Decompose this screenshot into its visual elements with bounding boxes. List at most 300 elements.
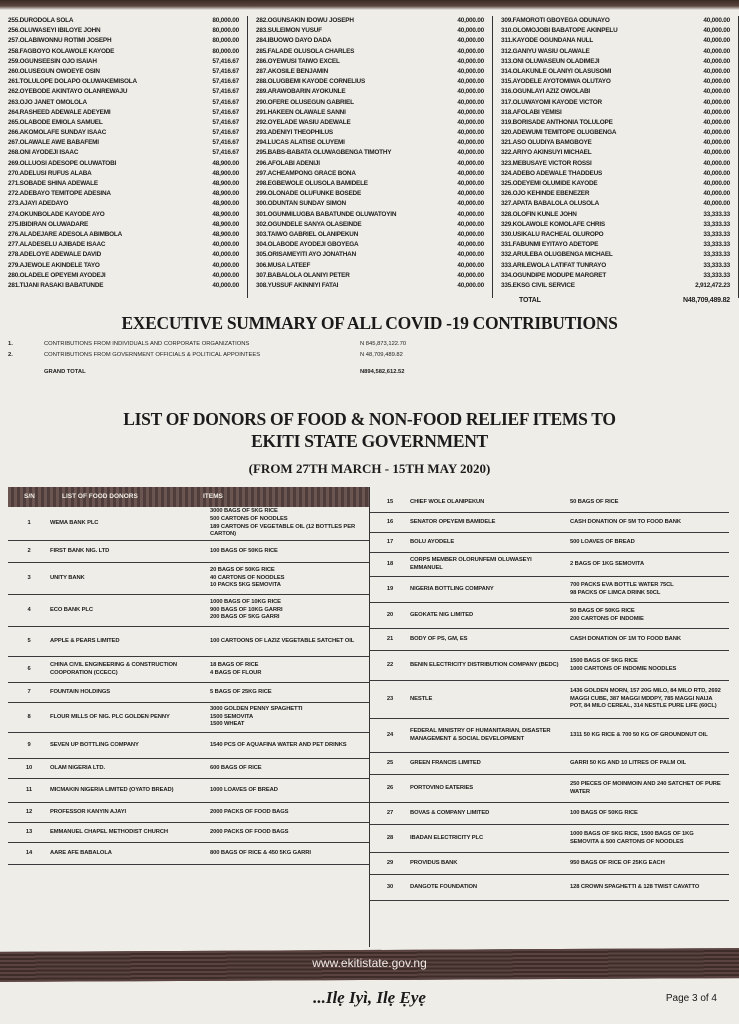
contribution-amount: 40,000.00 (703, 169, 730, 177)
contribution-amount: 33,333.33 (703, 230, 730, 238)
contribution-row (256, 189, 492, 199)
donor-sn: 21 (386, 635, 394, 642)
contributor-name: 263.OJO JANET OMOLOLA (8, 98, 87, 106)
contributor-name: 281.TIJANI RASAKI BABATUNDE (8, 281, 104, 289)
contribution-row (256, 261, 492, 271)
contribution-amount: 40,000.00 (703, 67, 730, 75)
contribution-row (8, 118, 247, 128)
contribution-amount: 80,000.00 (212, 27, 239, 35)
donor-name: BOVAS & COMPANY LIMITED (410, 809, 490, 816)
donor-sn: 23 (386, 695, 394, 702)
donors-title-line2: EKITI STATE GOVERNMENT (251, 431, 488, 451)
contributor-name: 304.OLABODE AYODEJI GBOYEGA (256, 241, 359, 249)
contribution-row (8, 281, 247, 291)
contributor-name: 306.MUSA LATEEF (256, 261, 311, 269)
donor-row (8, 779, 369, 803)
contribution-row (8, 36, 247, 46)
donor-items: 1436 GOLDEN MORN, 157 20G MILO, 84 MILO RTD, 2692 MAGGI CUBE, 387 MAGGI MDDPY, 785 MAGGI NAIJA POT, 84 MILO CEREAL, 314 NESTLE PURE LIFE (60CL) (570, 688, 721, 710)
contribution-row (8, 47, 247, 57)
donor-items: 500 LOAVES OF BREAD (570, 538, 635, 545)
contributor-name: 327.APATA BABALOLA OLUSOLA (501, 200, 599, 208)
contribution-row (8, 128, 247, 138)
donor-row (8, 627, 369, 657)
donor-name: PROVIDUS BANK (410, 859, 458, 866)
contribution-amount: 40,000.00 (457, 220, 484, 228)
contribution-row (256, 98, 492, 108)
donor-sn: 13 (25, 828, 33, 835)
contribution-row (256, 250, 492, 260)
contributor-name: 285.FALADE OLUSOLA CHARLES (256, 47, 355, 55)
contribution-amount: 40,000.00 (703, 159, 730, 167)
contribution-amount: 40,000.00 (457, 37, 484, 45)
contribution-amount: 40,000.00 (457, 159, 484, 167)
contribution-amount: 40,000.00 (212, 251, 239, 259)
contributor-name: 307.BABALOLA OLANIYI PETER (256, 271, 350, 279)
contribution-row (501, 271, 738, 281)
contributor-name: 288.OLUGBEMI KAYODE CORNELIUS (256, 78, 366, 86)
contributor-name: 329.KOLAWOLE KOMOLAFE CHRIS (501, 220, 605, 228)
contribution-row (8, 57, 247, 67)
contributor-name: 297.ACHEAMPONG GRACE BONA (256, 169, 356, 177)
summary-row-value: N 845,873,122.70 (360, 341, 407, 347)
contributor-name: 260.OLUSEGUN OWOEYE OSIN (8, 67, 100, 75)
donor-sn: 17 (386, 538, 394, 545)
contributor-name: 332.ARULEBA OLUGBENGA MICHAEL (501, 251, 613, 259)
contribution-amount: 40,000.00 (703, 27, 730, 35)
summary-row-description: CONTRIBUTIONS FROM INDIVIDUALS AND CORPORATE ORGANIZATIONS (44, 341, 250, 347)
donor-sn: 10 (25, 764, 33, 771)
contributor-name: 277.ALADESELU AJIBADE ISAAC (8, 241, 106, 249)
contribution-amount: 40,000.00 (703, 149, 730, 157)
donor-sn: 24 (386, 731, 394, 738)
donor-items: 50 BAGS OF RICE (570, 498, 619, 505)
donor-name: WEMA BANK PLC (50, 519, 99, 526)
executive-summary-title: EXECUTIVE SUMMARY OF ALL COVID -19 CONTRIBUTIONS (121, 313, 618, 333)
contributor-name: 272.ADEBAYO TEMITOPE ADESINA (8, 190, 111, 198)
contributor-name: 296.AFOLABI ADENIJI (256, 159, 320, 167)
donor-items: 50 BAGS OF 50KG RICE 200 CARTONS OF INDOMIE (570, 607, 644, 622)
contributor-name: 264.RASHEED ADEWALE ADEYEMI (8, 108, 111, 116)
donor-name: CHIEF WOLE OLANIPEKUN (410, 498, 485, 505)
donor-items: 3000 BAGS OF 5KG RICE 500 CARTONS OF NOODLES 189 CARTONS OF VEGETABLE OIL (12 BOTTLES PER CARTON) (210, 508, 356, 538)
contribution-amount: 40,000.00 (703, 78, 730, 86)
header-donor: LIST OF FOOD DONORS (62, 493, 138, 500)
donor-name: NIGERIA BOTTLING COMPANY (410, 585, 494, 592)
contribution-row (8, 138, 247, 148)
donor-row (370, 853, 729, 875)
donor-sn: 9 (27, 741, 31, 748)
contributor-name: 318.AFOLABI YEMISI (501, 108, 562, 116)
contributor-name: 294.LUCAS ALATISE OLUYEMI (256, 139, 345, 147)
donor-row (370, 577, 729, 603)
contribution-amount: 57,416.67 (212, 78, 239, 86)
contribution-amount: 40,000.00 (703, 180, 730, 187)
donor-sn: 1 (27, 519, 31, 526)
contribution-amount: 40,000.00 (457, 230, 484, 238)
contribution-amount: 40,000.00 (457, 281, 484, 289)
contributor-name: 261.TOLULOPE DOLAPO OLUWAKEMISOLA (8, 78, 137, 86)
contribution-amount: 33,333.33 (703, 261, 730, 269)
donor-items: 2000 PACKS OF FOOD BAGS (210, 828, 289, 835)
contribution-row (501, 230, 738, 240)
contribution-amount: 2,912,472.23 (695, 281, 730, 289)
donor-row (370, 875, 729, 901)
state-motto: ...Ilẹ Iyì, Ilẹ Ẹyẹ (313, 988, 426, 1007)
contributions-column-2 (247, 16, 492, 298)
donor-row (8, 843, 369, 865)
contributor-name: 315.AYODELE AYOTOMIWA OLUTAYO (501, 78, 611, 86)
contributor-name: 255.DURODOLA SOLA (8, 17, 74, 24)
donor-name: PROFESSOR KANYIN AJAYI (50, 808, 126, 815)
grand-total-value: N894,582,612.52 (360, 369, 405, 375)
donors-table-right (370, 487, 729, 947)
donor-row (370, 753, 729, 775)
contributor-name: 292.OYELADE WASIU ADEWALE (256, 118, 351, 126)
contribution-row (256, 108, 492, 118)
donor-name: BOLU AYODELE (410, 538, 455, 545)
contribution-row (8, 210, 247, 220)
contributor-name: 291.HAKEEN OLAWALE SANNI (256, 108, 346, 116)
donors-title-line1: LIST OF DONORS OF FOOD & NON-FOOD RELIEF ITEMS TO (123, 409, 616, 429)
contribution-row (8, 250, 247, 260)
contributor-name: 322.ARIYO AKINSUYI MICHAEL (501, 149, 592, 157)
contributor-name: 267.OLAWALE AWE BABAFEMI (8, 139, 99, 147)
summary-row-number: 1. (8, 341, 13, 347)
donor-name: IBADAN ELECTRICITY PLC (410, 834, 484, 841)
donor-sn: 4 (27, 606, 31, 613)
contributor-name: 282.OGUNSAKIN IDOWU JOSEPH (256, 17, 354, 24)
donor-items: 1540 PCS OF AQUAFINA WATER AND PET DRINKS (210, 741, 347, 748)
contributor-name: 330.USIKALU RACHEAL OLUROPO (501, 230, 604, 238)
contributor-name: 311.KAYODE OGUNDANA NULL (501, 37, 594, 45)
donor-row (8, 657, 369, 683)
contribution-row (256, 179, 492, 189)
contribution-amount: 57,416.67 (212, 67, 239, 75)
donor-items: 100 BAGS OF 50KG RICE (210, 547, 278, 554)
donor-name: PORTOVINO EATERIES (410, 784, 474, 791)
contribution-amount: 48,900.00 (212, 180, 239, 187)
donor-sn: 5 (27, 637, 31, 644)
contribution-amount: 40,000.00 (457, 67, 484, 75)
contribution-row (256, 271, 492, 281)
contribution-amount: 40,000.00 (703, 47, 730, 55)
contribution-row (256, 16, 492, 26)
contributor-name: 320.ADEWUMI TEMITOPE OLUGBENGA (501, 129, 617, 137)
donor-row (8, 823, 369, 843)
contribution-row (256, 128, 492, 138)
contribution-row (8, 16, 247, 26)
contributor-name: 275.IBIDIRAN OLUWADARE (8, 220, 89, 228)
donors-table-left (8, 487, 370, 947)
contribution-row (501, 250, 738, 260)
donor-items: 3000 GOLDEN PENNY SPAGHETTI 1500 SEMOVITA 1500 WHEAT (210, 706, 303, 728)
donor-row (370, 629, 729, 651)
contribution-row (8, 261, 247, 271)
contributor-name: 300.ODUNTAN SUNDAY SIMON (256, 200, 346, 208)
donor-row (370, 513, 729, 533)
contribution-row (501, 98, 738, 108)
donor-row (370, 681, 729, 719)
donor-row (370, 651, 729, 681)
contributor-name: 331.FABUNMI EYITAYO ADETOPE (501, 241, 599, 249)
donor-row (370, 825, 729, 853)
contribution-row (256, 159, 492, 169)
contribution-row (8, 179, 247, 189)
donor-items: 1500 BAGS OF 5KG RICE 1000 CARTONS OF INDOMIE NOODLES (570, 657, 677, 672)
contributor-name: 308.YUSSUF AKINNIYI FATAI (256, 281, 339, 289)
summary-row-number: 2. (8, 352, 13, 358)
contribution-row (256, 118, 492, 128)
contributor-name: 303.TAIWO GABRIEL OLANIPEKUN (256, 230, 359, 238)
contribution-amount: 40,000.00 (703, 190, 730, 198)
contribution-row (501, 281, 738, 291)
grand-total-row (8, 367, 728, 378)
contribution-amount: 40,000.00 (703, 118, 730, 126)
donor-sn: 22 (386, 661, 394, 668)
contribution-amount: 40,000.00 (457, 129, 484, 137)
donor-row (370, 775, 729, 803)
contribution-row (501, 261, 738, 271)
header-sn: S/N (24, 493, 35, 500)
donor-items: 128 CROWN SPAGHETTI & 128 TWIST CAVATTO (570, 883, 700, 890)
donor-row (8, 759, 369, 779)
contribution-row (256, 169, 492, 179)
contributor-name: 280.OLADELE OPEYEMI AYODEJI (8, 271, 106, 279)
contribution-amount: 57,416.67 (212, 129, 239, 137)
contribution-amount: 40,000.00 (457, 17, 484, 24)
donor-name: CORPS MEMBER OLORUNFEMI OLUWASEYI EMMANUEL (410, 556, 532, 571)
contributor-name: 268.ONI AYODEJI ISAAC (8, 149, 79, 157)
contribution-amount: 48,900.00 (212, 200, 239, 208)
contributor-name: 259.OGUNSEESIN OJO ISAIAH (8, 57, 97, 65)
donors-table-header (8, 487, 369, 507)
contribution-row (8, 271, 247, 281)
donor-items: 800 BAGS OF RICE & 450 5KG GARRI (210, 849, 311, 856)
contributor-name: 323.MEBUSAYE VICTOR ROSSI (501, 159, 592, 167)
donor-row (8, 683, 369, 703)
contribution-amount: 40,000.00 (457, 27, 484, 35)
contribution-amount: 40,000.00 (703, 129, 730, 137)
donor-sn: 25 (386, 759, 394, 766)
contributor-name: 309.FAMOROTI GBOYEGA ODUNAYO (501, 17, 610, 24)
contributor-name: 276.ALADEJARE ADESOLA ABIMBOLA (8, 230, 123, 238)
contribution-row (256, 199, 492, 209)
contribution-row (8, 199, 247, 209)
donor-row (370, 553, 729, 577)
donor-name: AARE AFE BABALOLA (50, 849, 112, 856)
contribution-amount: 33,333.33 (703, 210, 730, 218)
donor-items: GARRI 50 KG AND 10 LITRES OF PALM OIL (570, 759, 687, 766)
donor-sn: 6 (27, 665, 31, 672)
contribution-row (8, 240, 247, 250)
donors-list-title (0, 408, 739, 452)
donor-sn: 27 (386, 809, 394, 816)
contributor-name: 312.GANIYU WASIU OLAWALE (501, 47, 590, 55)
website-link[interactable]: www.ekitistate.gov.ng (312, 956, 427, 970)
contribution-amount: 40,000.00 (457, 271, 484, 279)
donor-items: 18 BAGS OF RICE 4 BAGS OF FLOUR (210, 661, 262, 676)
contribution-amount: 48,900.00 (212, 190, 239, 198)
contribution-amount: 40,000.00 (212, 271, 239, 279)
contribution-amount: 57,416.67 (212, 88, 239, 96)
executive-summary (8, 339, 728, 378)
contributor-name: 274.OKUNBOLADE KAYODE AYO (8, 210, 105, 218)
contributor-name: 266.AKOMOLAFE SUNDAY ISAAC (8, 129, 107, 137)
contribution-amount: 40,000.00 (212, 281, 239, 289)
summary-row (8, 339, 728, 350)
contribution-row (256, 26, 492, 36)
donor-name: FLOUR MILLS OF NIG. PLC GOLDEN PENNY (50, 713, 170, 720)
donor-sn: 18 (386, 560, 394, 567)
contributor-name: 284.IBUOWO DAYO DADA (256, 37, 332, 45)
contribution-amount: 57,416.67 (212, 57, 239, 65)
donor-name: ECO BANK PLC (50, 606, 93, 613)
contributor-name: 328.OLOFIN KUNLE JOHN (501, 210, 577, 218)
top-decorative-band (0, 0, 739, 10)
contribution-amount: 40,000.00 (457, 261, 484, 269)
contribution-row (8, 26, 247, 36)
page-number: Page 3 of 4 (665, 993, 717, 1004)
contributor-name: 299.OLONADE OLUFUNKE BOSEDE (256, 190, 362, 198)
contribution-amount: 57,416.67 (212, 98, 239, 106)
contribution-row (8, 148, 247, 158)
contribution-amount: 40,000.00 (457, 98, 484, 106)
contribution-row (256, 36, 492, 46)
contribution-amount: 57,416.67 (212, 108, 239, 116)
contributor-name: 262.OYEBODE AKINTAYO OLANREWAJU (8, 88, 128, 96)
contributor-name: 313.ONI OLUWASEUN OLADIMEJI (501, 57, 600, 65)
donor-sn: 29 (386, 859, 394, 866)
contributor-name: 302.OGUNDELE SANYA OLASEINDE (256, 220, 362, 228)
contribution-row (501, 47, 738, 57)
contributor-name: 326.OJO KEHINDE EBENEZER (501, 190, 590, 198)
contribution-row (501, 108, 738, 118)
donor-items: 100 CARTOONS OF LAZIZ VEGETABLE SATCHET OIL (210, 637, 355, 644)
donor-name: FEDERAL MINISTRY OF HUMANITARIAN, DISASTER MANAGEMENT & SOCIAL DEVELOPMENT (410, 727, 551, 742)
contribution-row (256, 57, 492, 67)
contribution-row (501, 77, 738, 87)
contribution-amount: 40,000.00 (703, 57, 730, 65)
donor-name: FOUNTAIN HOLDINGS (50, 688, 111, 695)
contribution-row (501, 16, 738, 26)
contribution-row (501, 169, 738, 179)
contribution-row (256, 138, 492, 148)
contribution-row (256, 210, 492, 220)
contribution-amount: 40,000.00 (703, 139, 730, 147)
donors-table (8, 487, 729, 947)
contributor-name: 289.ARAWOBARIN AYOKUNLE (256, 88, 346, 96)
contribution-amount: 33,333.33 (703, 220, 730, 228)
contribution-amount: 48,900.00 (212, 159, 239, 167)
donor-sn: 26 (386, 784, 394, 791)
contribution-row (501, 36, 738, 46)
donor-sn: 7 (27, 688, 31, 695)
donor-sn: 30 (386, 883, 394, 890)
donor-name: EMMANUEL CHAPEL METHODIST CHURCH (50, 828, 168, 835)
contribution-row (8, 98, 247, 108)
contribution-row (256, 47, 492, 57)
donor-row (370, 493, 729, 513)
contributor-name: 310.OLOMOJOBI BABATOPE AKINPELU (501, 27, 618, 35)
contribution-row (256, 240, 492, 250)
donor-row (8, 507, 369, 541)
donor-row (8, 803, 369, 823)
contribution-row (8, 87, 247, 97)
contributor-name: 316.OGUNLAYI AZIZ OWOLABI (501, 88, 590, 96)
contributor-name: 319.BORISADE ANTHONIA TOLULOPE (501, 118, 613, 126)
contribution-row (501, 118, 738, 128)
contribution-amount: 48,900.00 (212, 210, 239, 218)
donor-items: 1000 BAGS OF 10KG RICE 900 BAGS OF 10KG GARRI 200 BAGS OF 5KG GARRI (210, 599, 283, 621)
contribution-row (256, 148, 492, 158)
donor-items: 1000 LOAVES OF BREAD (210, 786, 278, 793)
contributor-name: 317.OLUWAYOMI KAYODE VICTOR (501, 98, 602, 106)
summary-row (8, 350, 728, 361)
contribution-amount: 40,000.00 (703, 88, 730, 96)
donor-items: CASH DONATION OF 5M TO FOOD BANK (570, 518, 681, 525)
contribution-amount: 40,000.00 (457, 47, 484, 55)
summary-row-description: CONTRIBUTIONS FROM GOVERNMENT OFFICIALS & POLITICAL APPOINTEES (44, 352, 261, 358)
contributor-name: 295.BABS-BABATA OLUWAGBENGA TIMOTHY (256, 149, 392, 157)
contribution-amount: 57,416.67 (212, 149, 239, 157)
total-value: N48,709,489.82 (682, 297, 730, 305)
contributor-name: 325.ODEYEMI OLUMIDE KAYODE (501, 180, 598, 187)
donor-name: SEVEN UP BOTTLING COMPANY (50, 741, 139, 748)
contribution-row (256, 220, 492, 230)
contributor-name: 279.AJEWOLE AKINDELE TAYO (8, 261, 100, 269)
contribution-amount: 40,000.00 (457, 88, 484, 96)
contributor-name: 258.FAGBOYO KOLAWOLE KAYODE (8, 47, 115, 55)
contribution-amount: 40,000.00 (457, 108, 484, 116)
summary-row-value: N 48,709,489.82 (360, 352, 403, 358)
contribution-row (8, 159, 247, 169)
donor-name: CHINA CIVIL ENGINEERING & CONSTRUCTION COOPORATION (CCECC) (50, 661, 177, 676)
donor-row (370, 803, 729, 825)
donor-items: 2 BAGS OF 1KG SEMOVITA (570, 560, 645, 567)
contributor-name: 265.OLABODE EMIOLA SAMUEL (8, 118, 103, 126)
donor-items: 5 BAGS OF 25KG RICE (210, 688, 272, 695)
contributor-name: 270.ADELUSI RUFUS ALABA (8, 169, 92, 177)
contributor-name: 293.ADENIYI THEOPHILUS (256, 129, 333, 137)
contribution-amount: 40,000.00 (457, 190, 484, 198)
contribution-row (501, 179, 738, 189)
contribution-amount: 80,000.00 (212, 37, 239, 45)
donor-sn: 28 (386, 834, 394, 841)
contributor-name: 273.AJAYI ADEDAYO (8, 200, 69, 208)
donor-row (8, 563, 369, 595)
donor-name: UNITY BANK (50, 574, 85, 581)
contribution-amount: 80,000.00 (212, 17, 239, 24)
contribution-amount: 40,000.00 (457, 210, 484, 218)
contribution-amount: 40,000.00 (703, 37, 730, 45)
donor-row (370, 719, 729, 753)
contribution-amount: 40,000.00 (457, 118, 484, 126)
donor-name: BODY OF PS, GM, ES (410, 635, 468, 642)
donor-name: DANGOTE FOUNDATION (410, 883, 478, 890)
contribution-amount: 40,000.00 (457, 200, 484, 208)
contributor-name: 256.OLUWASEYI IBILOYE JOHN (8, 27, 101, 35)
contribution-row (501, 57, 738, 67)
contributor-name: 269.OLLUOSI ADESOPE OLUWATOBI (8, 159, 117, 167)
donor-name: GEOKATE NIG LIMITED (410, 611, 474, 618)
contributor-name: 283.SULEIMON YUSUF (256, 27, 322, 35)
donor-row (8, 733, 369, 759)
contribution-amount: 48,900.00 (212, 169, 239, 177)
contributions-column-1 (0, 16, 247, 298)
contribution-row (8, 108, 247, 118)
contribution-row (501, 128, 738, 138)
donor-items: 100 BAGS OF 50KG RICE (570, 809, 638, 816)
